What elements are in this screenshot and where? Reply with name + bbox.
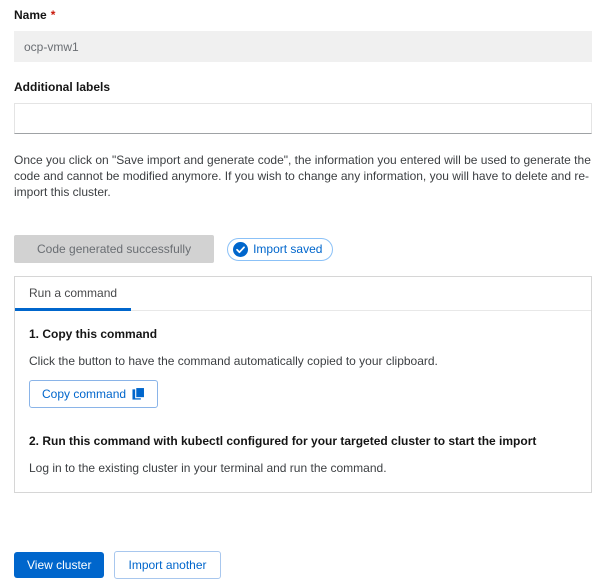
- generate-code-notice: Once you click on "Save import and generate code", the information you entered will be used to generate the code and cannot be modified anymore. If you wish to change any information, you will have to delete and re-import this cluster.: [14, 153, 591, 199]
- required-asterisk: *: [50, 8, 56, 22]
- step2-description: Log in to the existing cluster in your terminal and run the command.: [29, 461, 387, 475]
- copy-icon: [132, 387, 145, 401]
- name-input: [14, 31, 592, 62]
- name-label: [14, 8, 592, 22]
- code-generated-button: Code generated successfully: [14, 235, 214, 263]
- step1-heading: 1. Copy this command: [29, 327, 158, 341]
- tab-bar: [15, 277, 591, 311]
- import-saved-badge: [227, 238, 333, 261]
- tab-run-a-command[interactable]: Run a command: [15, 277, 131, 311]
- name-label-text: Name: [14, 8, 47, 22]
- step1-description: Click the button to have the command automatically copied to your clipboard.: [29, 354, 438, 368]
- additional-labels-label: Additional labels: [14, 80, 111, 94]
- footer-actions: [14, 551, 592, 579]
- view-cluster-button[interactable]: View cluster: [14, 552, 104, 578]
- name-field-group: [14, 8, 592, 62]
- check-circle-icon: [233, 242, 248, 257]
- copy-command-label: Copy command: [42, 387, 127, 401]
- step2-heading: 2. Run this command with kubectl configured for your targeted cluster to start the import: [29, 434, 537, 448]
- status-row: [14, 235, 592, 263]
- import-command-card: [14, 276, 592, 493]
- additional-labels-field-group: [14, 80, 592, 134]
- copy-command-button[interactable]: [29, 380, 158, 408]
- import-another-button[interactable]: Import another: [114, 551, 220, 579]
- import-saved-label: Import saved: [253, 242, 323, 256]
- run-command-panel: [15, 311, 591, 492]
- additional-labels-input[interactable]: [14, 103, 592, 134]
